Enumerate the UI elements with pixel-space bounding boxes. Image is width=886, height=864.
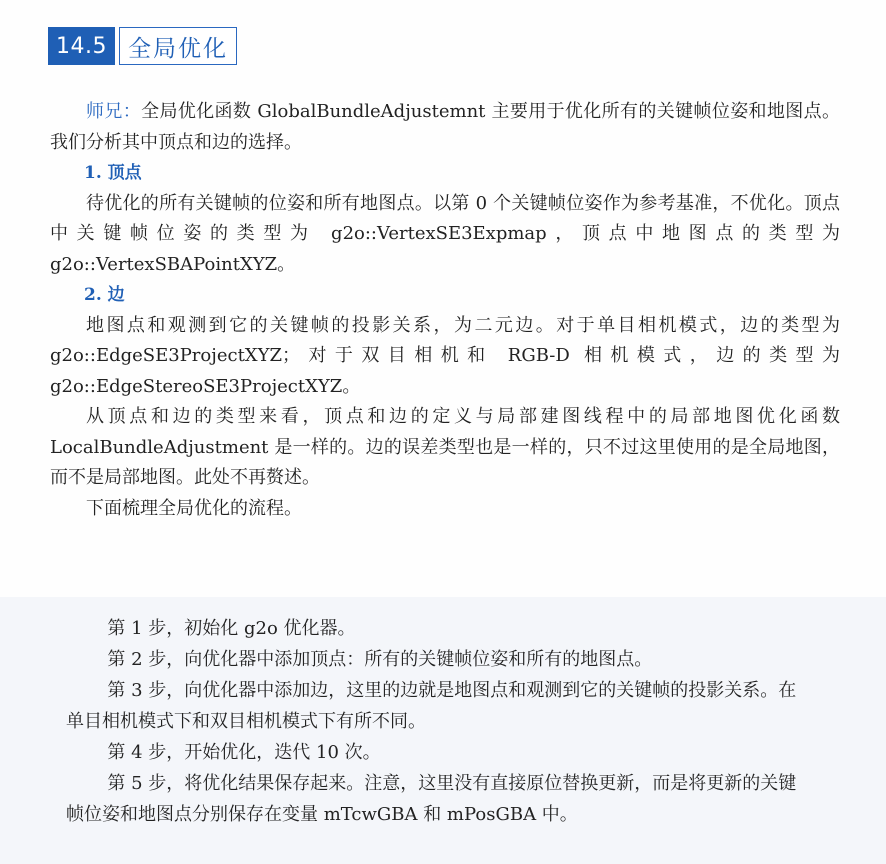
step-item: 第 4 步，开始优化，迭代 10 次。 (107, 742, 381, 763)
intro-text: 全局优化函数 GlobalBundleAdjustemnt 主要用于优化所有的关键帧位姿和地图点。我们分析其中顶点和边的选择。 (50, 101, 841, 153)
edge-paragraph: 地图点和观测到它的关键帧的投影关系，为二元边。对于单目相机模式，边的类型为 g2o::EdgeSE3ProjectXYZ；对于双目相机和 RGB-D 相机模式，边的类型为 g2o::EdgeStereoSE3ProjectXYZ。 (50, 314, 840, 397)
speaker-label: 师兄： (86, 101, 142, 122)
section-heading (48, 27, 237, 65)
step-item: 第 5 步，将优化结果保存起来。注意，这里没有直接原位替换更新，而是将更新的关键帧位姿和地图点分别保存在变量 mTcwGBA 和 mPosGBA 中。 (66, 773, 797, 825)
steps-list (66, 613, 806, 830)
flow-intro-paragraph: 下面梳理全局优化的流程。 (86, 497, 302, 519)
step-item: 第 1 步，初始化 g2o 优化器。 (107, 618, 356, 639)
comparison-paragraph: 从顶点和边的类型来看，顶点和边的定义与局部建图线程中的局部地图优化函数 LocalBundleAdjustment 是一样的。边的误差类型也是一样的，只不过这里使用的是全局地图，而不是局部地图。此处不再赘述。 (50, 406, 840, 488)
section-number: 14.5 (48, 27, 115, 65)
vertex-heading: 1. 顶点 (84, 163, 142, 183)
steps-box (0, 597, 886, 864)
step-item: 第 3 步，向优化器中添加边，这里的边就是地图点和观测到它的关键帧的投影关系。在单目相机模式下和双目相机模式下有所不同。 (66, 680, 797, 732)
step-item: 第 2 步，向优化器中添加顶点：所有的关键帧位姿和所有的地图点。 (107, 649, 653, 670)
section-body (50, 97, 840, 524)
vertex-paragraph: 待优化的所有关键帧的位姿和所有地图点。以第 0 个关键帧位姿作为参考基准，不优化。顶点中关键帧位姿的类型为 g2o::VertexSE3Expmap，顶点中地图点的类型为 g2o::VertexSBAPointXYZ。 (50, 192, 840, 275)
intro-paragraph (50, 97, 840, 158)
section-title: 全局优化 (119, 27, 237, 65)
edge-heading: 2. 边 (84, 285, 125, 305)
